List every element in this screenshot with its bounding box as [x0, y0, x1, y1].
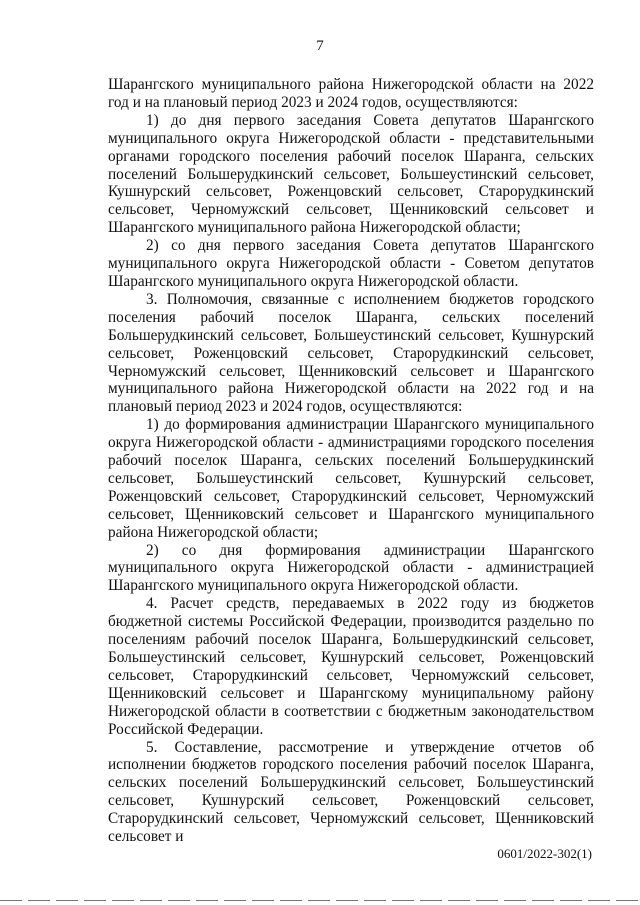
- document-body: [108, 76, 594, 846]
- paragraph-item-2-administration: 2) со дня формирования администрации Шарангского муниципального округа Нижегородской области - администрацией Шарангского муниципального округа Нижегородской области.: [108, 541, 594, 595]
- paragraph-item-1-council: 1) до дня первого заседания Совета депутатов Шарангского муниципального округа Нижегородской области - представительными органами городского поселения рабочий поселок Шаранга, сельских поселений Большерудкинский сельсовет, Большеустинский сельсовет, Кушнурский сельсовет, Роженцовский сельсовет, Старорудкинский сельсовет, Черномужский сельсовет, Щенниковский сельсовет и Шарангского муниципального района Нижегородской области;: [108, 111, 594, 237]
- paragraph-section-4: 4. Расчет средств, передаваемых в 2022 году из бюджетов бюджетной системы Российской Федерации, производится раздельно по поселениям рабочий поселок Шаранга, Большерудкинский сельсовет, Большеустинский сельсовет, Кушнурский сельсовет, Роженцовский сельсовет, Старорудкинский сельсовет, Черномужский сельсовет, Щенниковский сельсовет и Шарангскому муниципальному району Нижегородской области в соответствии с бюджетным законодательством Российской Федерации.: [108, 595, 594, 738]
- paragraph-item-2-council: 2) со дня первого заседания Совета депутатов Шарангского муниципального округа Нижегородской области - Советом депутатов Шарангского муниципального округа Нижегородской области.: [108, 237, 594, 290]
- page-number: 7: [316, 38, 324, 54]
- paragraph-section-5: 5. Составление, рассмотрение и утверждение отчетов об исполнении бюджетов городского поселения рабочий поселок Шаранга, сельских поселений Большерудкинский сельсовет, Большеустинский сельсовет, Кушнурский сельсовет, Роженцовский сельсовет, Старорудкинский сельсовет, Черномужский сельсовет, Щенниковский сельсовет и: [108, 738, 594, 846]
- scan-edge-line: [0, 900, 640, 901]
- document-code: 0601/2022-302(1): [497, 846, 592, 861]
- paragraph-continuation: Шарангского муниципального района Нижегородской области на 2022 год и на плановый период 2023 и 2024 годов, осуществляются:: [108, 76, 594, 111]
- paragraph-item-1-administration: 1) до формирования администрации Шарангского муниципального округа Нижегородской области - администрациями городского поселения рабочий поселок Шаранга, сельских поселений Большерудкинский сельсовет, Большеустинский сельсовет, Кушнурский сельсовет, Роженцовский сельсовет, Старорудкинский сельсовет, Черномужский сельсовет, Щенниковский сельсовет и Шарангского муниципального района Нижегородской области;: [108, 416, 594, 541]
- paragraph-section-3: 3. Полномочия, связанные с исполнением бюджетов городского поселения рабочий поселок Шаранга, сельских поселений Большерудкинский сельсовет, Большеустинский сельсовет, Кушнурский сельсовет, Роженцовский сельсовет, Старорудкинский сельсовет, Черномужский сельсовет, Щенниковский сельсовет и Шарангского муниципального района Нижегородской области на 2022 год и на плановый период 2023 и 2024 годов, осуществляются:: [108, 290, 594, 416]
